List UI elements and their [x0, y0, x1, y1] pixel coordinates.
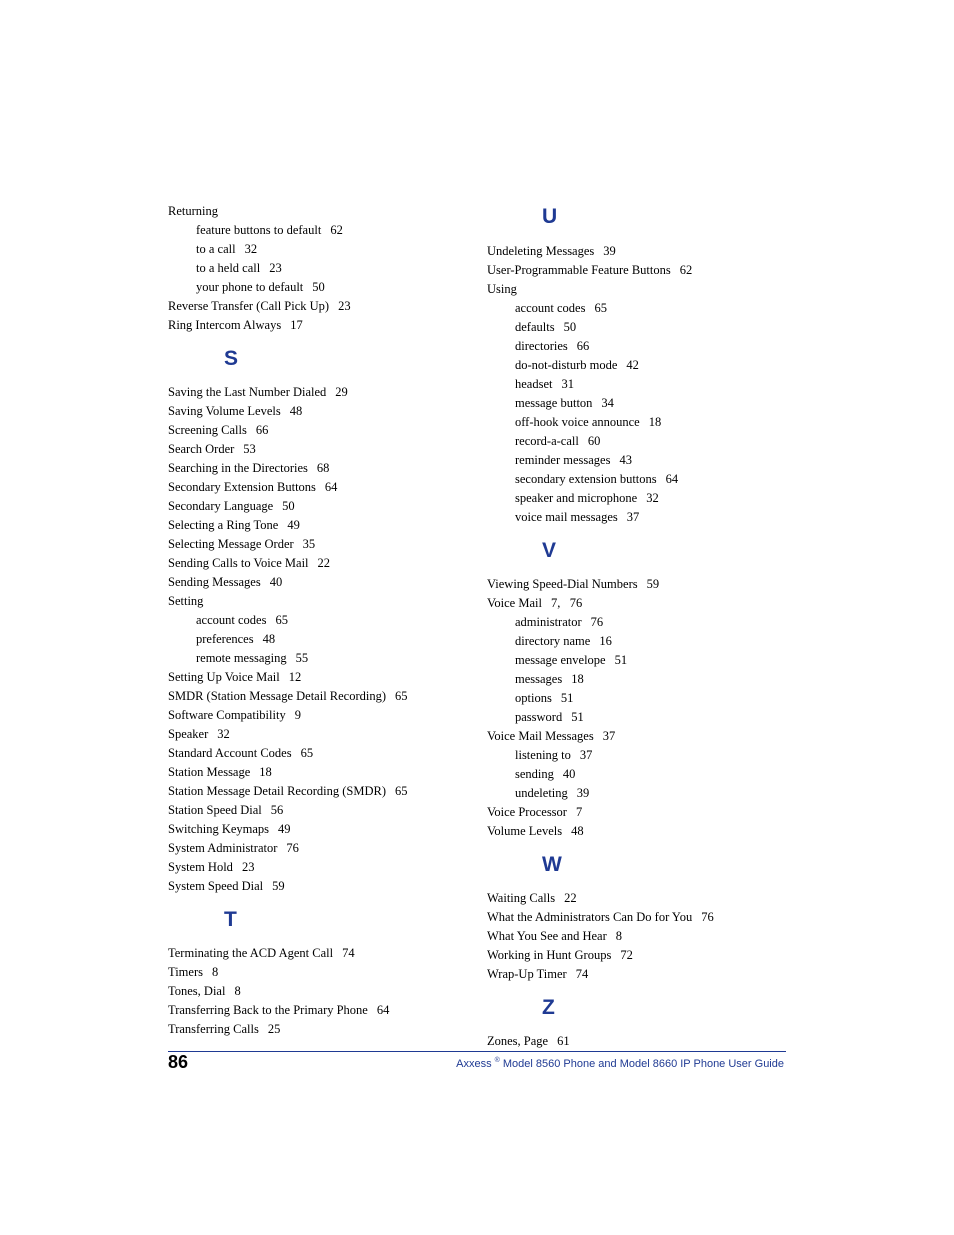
index-entry	[487, 965, 787, 984]
index-subentry	[487, 318, 787, 337]
page-reference: 37	[579, 748, 593, 762]
page-reference: 74	[342, 946, 355, 960]
index-term: Viewing Speed-Dial Numbers	[487, 577, 638, 591]
index-entry	[487, 575, 787, 594]
index-entry	[168, 744, 468, 763]
index-term: Transferring Calls	[168, 1022, 259, 1036]
page-reference: 66	[576, 339, 590, 353]
index-term: Ring Intercom Always	[168, 318, 282, 332]
page-reference: 39	[576, 786, 590, 800]
index-entry	[487, 927, 787, 946]
index-term: Secondary Extension Buttons	[168, 480, 316, 494]
index-term: Timers	[168, 965, 203, 979]
page-reference: 32	[244, 242, 258, 256]
index-term: speaker and microphone	[515, 491, 638, 505]
index-entry	[168, 706, 468, 725]
page-reference: 51	[571, 710, 584, 724]
page-reference: 66	[255, 423, 269, 437]
index-entry	[168, 478, 468, 497]
index-term: administrator	[515, 615, 582, 629]
index-term: headset	[515, 377, 553, 391]
page-reference: 8	[615, 929, 623, 943]
index-entry	[168, 202, 468, 221]
index-entry	[168, 858, 468, 877]
index-entry	[168, 554, 468, 573]
page-reference: 16	[599, 634, 612, 648]
page-reference: 50	[563, 320, 577, 334]
page-reference: 50	[282, 499, 295, 513]
page-reference: 64	[665, 472, 679, 486]
page-reference: 37	[602, 729, 616, 743]
index-subentry	[168, 240, 468, 259]
index-entry	[168, 668, 468, 687]
section-letter-heading: U	[542, 205, 558, 228]
index-term: to a call	[196, 242, 236, 256]
index-entry	[168, 782, 468, 801]
index-entry	[168, 535, 468, 554]
index-entry	[168, 944, 468, 963]
index-term: to a held call	[196, 261, 261, 275]
index-term: Saving the Last Number Dialed	[168, 385, 327, 399]
page-reference: 55	[295, 651, 309, 665]
index-entry	[487, 242, 787, 261]
page-reference: 48	[571, 824, 584, 838]
page-reference: 40	[562, 767, 576, 781]
index-term: Reverse Transfer (Call Pick Up)	[168, 299, 330, 313]
index-entry	[487, 822, 787, 841]
page-number: 86	[168, 1052, 189, 1072]
page-reference: 53	[243, 442, 256, 456]
index-entry	[487, 1032, 787, 1051]
index-entry	[168, 316, 468, 335]
index-term: Saving Volume Levels	[168, 404, 281, 418]
page-reference: 34	[601, 396, 614, 410]
index-subentry	[487, 413, 787, 432]
page-reference: 72	[620, 948, 633, 962]
page-reference: 74	[575, 967, 589, 981]
index-term: account codes	[196, 613, 267, 627]
index-term: Speaker	[168, 727, 209, 741]
page-reference: 42	[626, 358, 639, 372]
index-term: Zones, Page	[487, 1034, 549, 1048]
page-reference: 65	[275, 613, 288, 627]
index-term: System Hold	[168, 860, 233, 874]
page-reference: 48	[289, 404, 303, 418]
index-entry	[487, 803, 787, 822]
page-reference: 35	[302, 537, 316, 551]
index-term: What You See and Hear	[487, 929, 607, 943]
page-reference: 39	[603, 244, 616, 258]
index-term: secondary extension buttons	[515, 472, 657, 486]
index-entry	[487, 727, 787, 746]
index-term: Voice Mail Messages	[487, 729, 594, 743]
page-reference: 23	[241, 860, 255, 874]
section-letter-heading: T	[224, 908, 237, 931]
index-term: Sending Calls to Voice Mail	[168, 556, 309, 570]
index-entry	[168, 982, 468, 1001]
index-term: Selecting Message Order	[168, 537, 294, 551]
index-term: directory name	[515, 634, 591, 648]
page-reference: 56	[270, 803, 284, 817]
index-term: Working in Hunt Groups	[487, 948, 612, 962]
index-term: Software Compatibility	[168, 708, 286, 722]
page-reference: 48	[262, 632, 276, 646]
section-letter-heading: V	[542, 539, 557, 562]
page-reference: 12	[288, 670, 302, 684]
page-reference: 61	[557, 1034, 570, 1048]
index-subentry	[487, 470, 787, 489]
page-reference: 49	[287, 518, 300, 532]
index-term: Selecting a Ring Tone	[168, 518, 279, 532]
index-column-left	[168, 202, 468, 1039]
index-entry	[168, 725, 468, 744]
index-subentry	[487, 337, 787, 356]
index-term: sending	[515, 767, 554, 781]
page-reference: 8	[211, 965, 219, 979]
page-reference: 8	[234, 984, 241, 998]
index-term: Voice Mail	[487, 596, 542, 610]
page-reference: 49	[278, 822, 291, 836]
page-reference: 31	[561, 377, 574, 391]
index-term: voice mail messages	[515, 510, 618, 524]
index-term: Station Message Detail Recording (SMDR)	[168, 784, 387, 798]
index-subentry	[168, 630, 468, 649]
index-term: off-hook voice announce	[515, 415, 640, 429]
page-reference: 7, 76	[550, 596, 583, 610]
page-reference: 76	[701, 910, 714, 924]
page-reference: 22	[564, 891, 577, 905]
index-term: Waiting Calls	[487, 891, 556, 905]
index-term: messages	[515, 672, 563, 686]
page-reference: 23	[269, 261, 282, 275]
index-column-right	[487, 202, 787, 1051]
index-entry	[487, 946, 787, 965]
index-entry	[487, 280, 787, 299]
index-term: Transferring Back to the Primary Phone	[168, 1003, 368, 1017]
index-subentry	[168, 649, 468, 668]
index-subentry	[487, 746, 787, 765]
page-reference: 59	[646, 577, 660, 591]
page-reference: 18	[259, 765, 272, 779]
page-reference: 23	[338, 299, 351, 313]
index-term: message envelope	[515, 653, 606, 667]
index-subentry	[487, 689, 787, 708]
index-term: Setting Up Voice Mail	[168, 670, 280, 684]
index-term: do-not-disturb mode	[515, 358, 618, 372]
index-term: Station Message	[168, 765, 251, 779]
page-reference: 62	[679, 263, 693, 277]
index-term: Secondary Language	[168, 499, 274, 513]
page-reference: 64	[376, 1003, 390, 1017]
index-term: SMDR (Station Message Detail Recording)	[168, 689, 387, 703]
index-entry	[168, 383, 468, 402]
index-entry	[168, 1020, 468, 1039]
page-reference: 18	[648, 415, 662, 429]
index-term: password	[515, 710, 563, 724]
index-entry	[168, 516, 468, 535]
index-entry	[168, 1001, 468, 1020]
index-term: message button	[515, 396, 593, 410]
index-term: undeleting	[515, 786, 568, 800]
index-term: Sending Messages	[168, 575, 261, 589]
page-reference: 37	[626, 510, 640, 524]
index-entry	[168, 497, 468, 516]
index-entry	[168, 440, 468, 459]
page-reference: 65	[300, 746, 314, 760]
index-subentry	[168, 278, 468, 297]
page-reference: 59	[272, 879, 285, 893]
page-reference: 60	[587, 434, 601, 448]
index-entry	[168, 820, 468, 839]
page-reference: 9	[294, 708, 301, 722]
index-term: Station Speed Dial	[168, 803, 262, 817]
index-subentry	[487, 508, 787, 527]
index-term: account codes	[515, 301, 586, 315]
page-reference: 64	[324, 480, 338, 494]
index-subentry	[487, 613, 787, 632]
index-subentry	[487, 632, 787, 651]
index-term: directories	[515, 339, 568, 353]
page-reference: 51	[560, 691, 574, 705]
page-reference: 51	[614, 653, 628, 667]
index-entry	[168, 763, 468, 782]
index-term: your phone to default	[196, 280, 304, 294]
section-letter-heading: W	[542, 853, 562, 876]
page-reference: 17	[290, 318, 303, 332]
page-reference: 43	[619, 453, 632, 467]
page-reference: 29	[335, 385, 348, 399]
index-term: System Speed Dial	[168, 879, 264, 893]
index-term: Switching Keymaps	[168, 822, 270, 836]
index-subentry	[487, 670, 787, 689]
index-subentry	[487, 432, 787, 451]
index-entry	[168, 573, 468, 592]
index-term: System Administrator	[168, 841, 278, 855]
index-term: Returning	[168, 204, 218, 218]
section-letter-heading: Z	[542, 996, 555, 1019]
page-reference: 32	[646, 491, 659, 505]
index-term: What the Administrators Can Do for You	[487, 910, 693, 924]
section-letter-heading: S	[224, 347, 239, 370]
index-term: options	[515, 691, 552, 705]
index-subentry	[487, 708, 787, 727]
index-subentry	[487, 765, 787, 784]
index-term: Volume Levels	[487, 824, 563, 838]
index-term: remote messaging	[196, 651, 287, 665]
index-entry	[487, 889, 787, 908]
index-term: Setting	[168, 594, 204, 608]
index-term: defaults	[515, 320, 555, 334]
page-reference: 22	[317, 556, 331, 570]
index-term: listening to	[515, 748, 571, 762]
index-entry	[168, 592, 468, 611]
index-subentry	[168, 259, 468, 278]
index-term: reminder messages	[515, 453, 611, 467]
index-subentry	[168, 611, 468, 630]
page-reference: 76	[286, 841, 299, 855]
registered-mark: ®	[494, 1057, 500, 1064]
index-term: Screening Calls	[168, 423, 247, 437]
footer-document-title	[456, 1052, 784, 1073]
index-entry	[487, 594, 787, 613]
index-term: Wrap-Up Timer	[487, 967, 567, 981]
index-term: Search Order	[168, 442, 235, 456]
index-term: Terminating the ACD Agent Call	[168, 946, 334, 960]
index-entry	[168, 801, 468, 820]
index-term: feature buttons to default	[196, 223, 322, 237]
index-term: Undeleting Messages	[487, 244, 595, 258]
index-entry	[487, 908, 787, 927]
index-term: record-a-call	[515, 434, 579, 448]
page-reference: 25	[267, 1022, 281, 1036]
index-subentry	[487, 651, 787, 670]
index-entry	[168, 687, 468, 706]
index-term: Tones, Dial	[168, 984, 226, 998]
index-subentry	[168, 221, 468, 240]
index-subentry	[487, 356, 787, 375]
page-reference: 65	[395, 689, 408, 703]
index-entry	[168, 459, 468, 478]
index-term: Searching in the Directories	[168, 461, 308, 475]
index-term: Standard Account Codes	[168, 746, 292, 760]
index-entry	[168, 402, 468, 421]
index-entry	[168, 421, 468, 440]
index-term: preferences	[196, 632, 254, 646]
page-reference: 40	[269, 575, 283, 589]
footer-title-text: Model 8560 Phone and Model 8660 IP Phone User Guide	[499, 1058, 784, 1070]
page-reference: 18	[571, 672, 584, 686]
index-subentry	[487, 784, 787, 803]
page-reference: 32	[217, 727, 230, 741]
page-reference: 65	[395, 784, 408, 798]
page-reference: 76	[590, 615, 604, 629]
index-subentry	[487, 489, 787, 508]
index-entry	[168, 297, 468, 316]
index-subentry	[487, 451, 787, 470]
index-term: Voice Processor	[487, 805, 567, 819]
page-reference: 62	[330, 223, 343, 237]
page-reference: 7	[575, 805, 583, 819]
page-reference: 68	[316, 461, 330, 475]
index-entry	[168, 839, 468, 858]
footer-brand: Axxess	[456, 1058, 492, 1070]
index-subentry	[487, 299, 787, 318]
index-entry	[168, 963, 468, 982]
index-term: Using	[487, 282, 517, 296]
index-subentry	[487, 375, 787, 394]
page-reference: 50	[312, 280, 325, 294]
index-entry	[168, 877, 468, 896]
index-term: User-Programmable Feature Buttons	[487, 263, 671, 277]
index-entry	[487, 261, 787, 280]
page-reference: 65	[594, 301, 607, 315]
index-subentry	[487, 394, 787, 413]
